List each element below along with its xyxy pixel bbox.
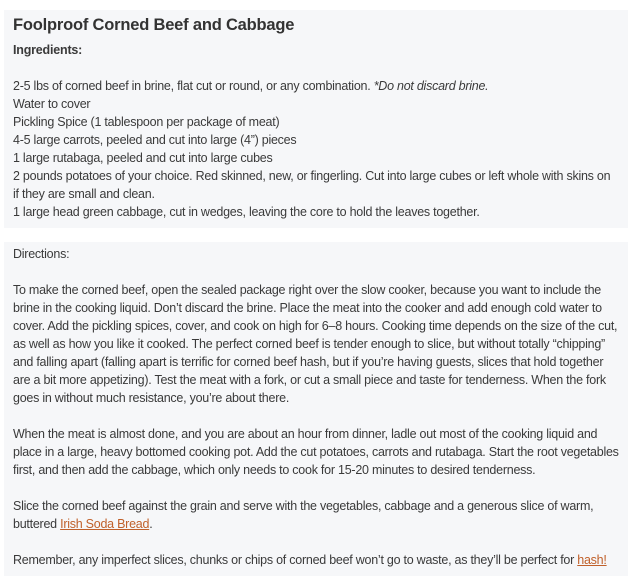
directions-paragraph: When the meat is almost done, and you are about an hour from dinner, ladle out most of the cooking liquid and place in a large, heavy bottomed cooking pot. Add the cut potatoes, carrots and rutabaga. Start the root vegetables first, and then add the cabbage, which only needs to cook for 15-20 minutes to desired tenderness. (13, 427, 619, 477)
directions-panel (4, 242, 628, 576)
serve-paragraph: Slice the corned beef against the grain and serve with the vegetables, cabbage and a generous slice of warm, buttered Irish Soda Bread. (13, 499, 594, 531)
hash-link[interactable]: hash! (577, 553, 607, 567)
ingredient-item: 2 pounds potatoes of your choice. Red skinned, new, or fingerling. Cut into large cubes or left whole with skins on if they are small and clean. (13, 169, 611, 201)
irish-soda-bread-link[interactable]: Irish Soda Bread (60, 517, 150, 531)
ingredient-item: 1 large rutabaga, peeled and cut into large cubes (13, 151, 273, 165)
ingredient-note: *Do not discard brine. (373, 79, 489, 93)
ingredient-item: 1 large head green cabbage, cut in wedges, leaving the core to hold the leaves together. (13, 205, 480, 219)
ingredients-label: Ingredients: (13, 43, 83, 57)
ingredients-panel (4, 10, 628, 228)
directions-paragraph: To make the corned beef, open the sealed package right over the slow cooker, because you want to include the brine in the cooking liquid. Don’t discard the brine. Place the meat into the cooker and add enough cold water to cover. Add the pickling spices, cover, and cook on high for 6–8 hours. Cooking time depends on the size of the cut, as well as how you like it cooked. The perfect corned beef is tender enough to slice, but without totally “chipping” and falling apart (falling apart is terrific for corned beef hash, but if you’re having guests, slices that hold together are a bit more appetizing). Test the meat with a fork, or cut a small piece and taste for tenderness. When the fork goes in without much resistance, you’re about there. (13, 283, 618, 405)
remember-paragraph: Remember, any imperfect slices, chunks or chips of corned beef won’t go to waste, as they’ll be perfect for hash! (13, 553, 607, 567)
ingredient-item: Water to cover (13, 97, 91, 111)
recipe-title: Foolproof Corned Beef and Cabbage (13, 16, 295, 34)
ingredient-item: 4-5 large carrots, peeled and cut into large (4”) pieces (13, 133, 297, 147)
directions-label: Directions: (13, 247, 70, 261)
ingredient-item: 2-5 lbs of corned beef in brine, flat cut or round, or any combination. *Do not discard brine. (13, 79, 489, 93)
ingredient-item: Pickling Spice (1 tablespoon per package of meat) (13, 115, 280, 129)
